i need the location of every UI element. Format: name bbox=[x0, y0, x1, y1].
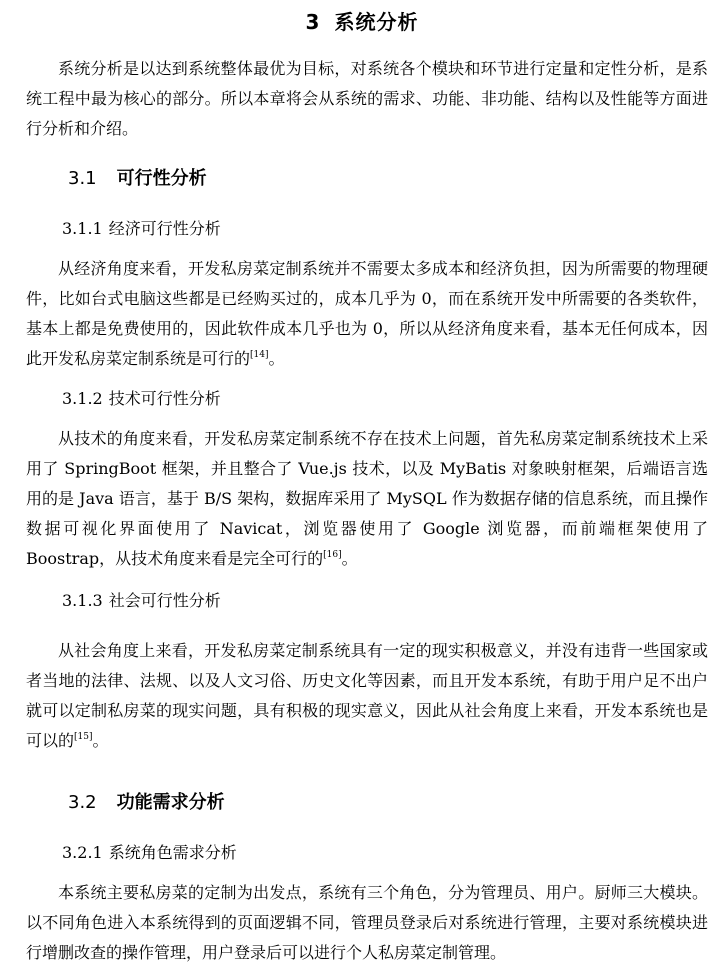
citation: [14] bbox=[250, 350, 269, 360]
subsection-number: 3.2.1 bbox=[62, 843, 103, 862]
subsection-number: 3.1.2 bbox=[62, 389, 103, 408]
subsection-heading-3-1-3 bbox=[62, 588, 221, 611]
subsection-title: 社会可行性分析 bbox=[108, 591, 221, 610]
paragraph-end: 。 bbox=[92, 731, 109, 750]
chapter-heading bbox=[0, 6, 724, 35]
subsection-number: 3.1.1 bbox=[62, 219, 103, 238]
subsection-title: 系统角色需求分析 bbox=[108, 843, 237, 862]
paragraph-end: 。 bbox=[341, 549, 358, 568]
chapter-number: 3 bbox=[305, 10, 321, 34]
section-number: 3.1 bbox=[68, 168, 97, 189]
citation: [15] bbox=[74, 732, 93, 742]
paragraph-text: 从经济角度来看，开发私房菜定制系统并不需要太多成本和经济负担，因为所需要的物理硬件，比如台式电脑这些都是已经购买过的，成本几乎为 0，而在系统开发中所需要的各类软件，基本上都是免费使用的，因此软件成本几乎也为 0，所以从经济角度来看，基本无任何成本，因此开发私房菜定制系统是可行的 bbox=[26, 259, 708, 368]
paragraph-text: 从社会角度上来看，开发私房菜定制系统具有一定的现实积极意义，并没有违背一些国家或者当地的法律、法规、以及人文习俗、历史文化等因素，而且开发本系统，有助于用户足不出户就可以定制私房菜的现实问题，具有积极的现实意义，因此从社会角度上来看，开发本系统也是可以的 bbox=[26, 641, 708, 750]
paragraph-text: 从技术的角度来看，开发私房菜定制系统不存在技术上问题，首先私房菜定制系统技术上采用了 SpringBoot 框架，并且整合了 Vue.js 技术，以及 MyBatis 对象映射框架，后端语言选用的是 Java 语言，基于 B/S 架构，数据库采用了 MySQL 作为数据存储的信息系统，而且操作数据可视化界面使用了 Navicat，浏览器使用了 Google 浏览器，而前端框架使用了 Boostrap，从技术角度来看是完全可行的 bbox=[26, 429, 708, 568]
chapter-title-text: 系统分析 bbox=[334, 10, 419, 34]
role-requirements-paragraph: 本系统主要私房菜的定制为出发点，系统有三个角色，分为管理员、用户。厨师三大模块。以不同角色进入本系统得到的页面逻辑不同，管理员登录后对系统进行管理，主要对系统模块进行增删改查的操作管理，用户登录后可以进行个人私房菜定制管理。 bbox=[26, 883, 708, 962]
section-heading-3-2 bbox=[68, 788, 225, 814]
subsection-heading-3-1-1 bbox=[62, 216, 221, 239]
subsection-heading-3-1-2 bbox=[62, 386, 221, 409]
section-title: 功能需求分析 bbox=[116, 792, 225, 813]
subsection-number: 3.1.3 bbox=[62, 591, 103, 610]
intro-paragraph: 系统分析是以达到系统整体最优为目标，对系统各个模块和环节进行定量和定性分析，是系统工程中最为核心的部分。所以本章将会从系统的需求、功能、非功能、结构以及性能等方面进行分析和介绍。 bbox=[26, 59, 708, 138]
subsection-title: 技术可行性分析 bbox=[108, 389, 221, 408]
citation: [16] bbox=[323, 550, 342, 560]
technical-feasibility-paragraph bbox=[26, 424, 708, 574]
social-feasibility-paragraph bbox=[26, 636, 708, 756]
section-number: 3.2 bbox=[68, 792, 97, 813]
paragraph-end: 。 bbox=[268, 349, 285, 368]
economic-feasibility-paragraph bbox=[26, 254, 708, 374]
section-heading-3-1 bbox=[68, 164, 207, 190]
section-title: 可行性分析 bbox=[116, 168, 207, 189]
subsection-title: 经济可行性分析 bbox=[108, 219, 221, 238]
subsection-heading-3-2-1 bbox=[62, 840, 237, 863]
